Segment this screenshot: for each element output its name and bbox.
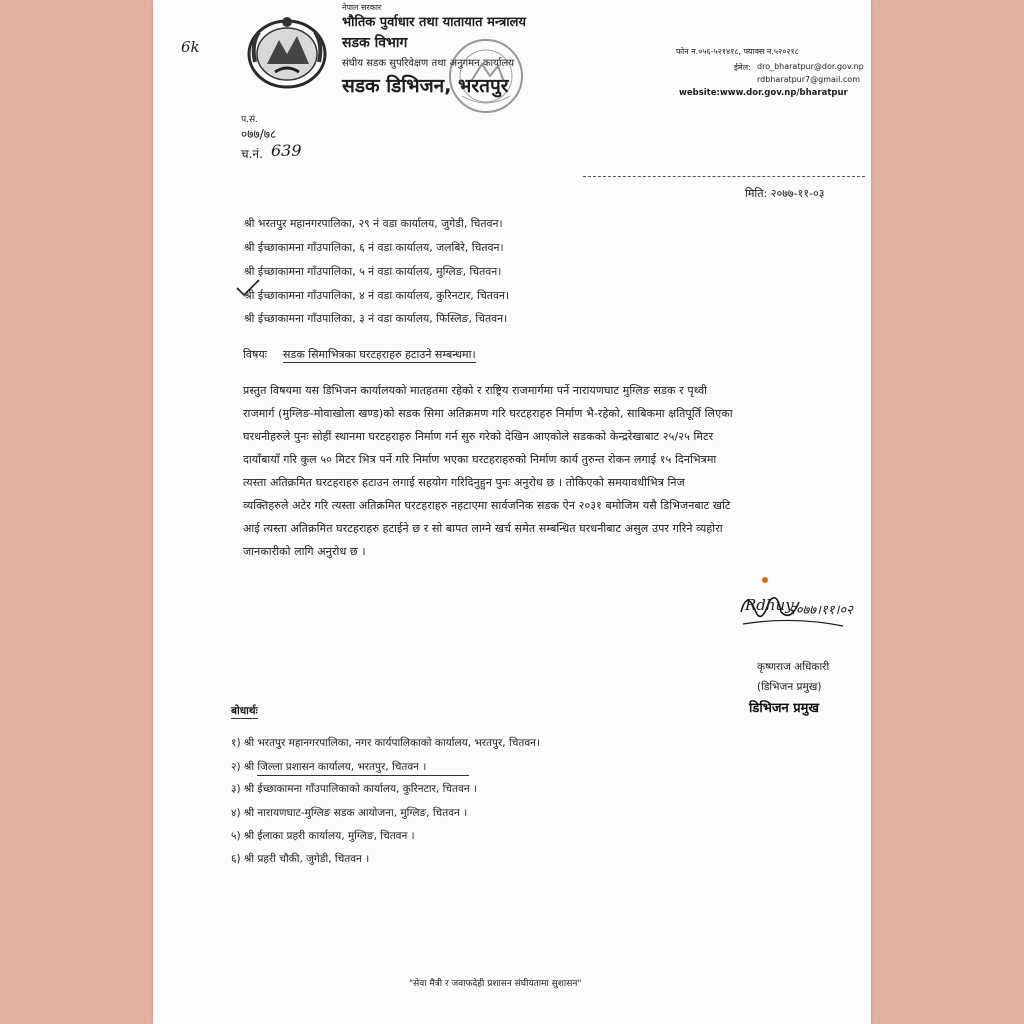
cn-value: 639	[271, 141, 302, 160]
ref-ps-label: प.सं.	[241, 115, 258, 125]
letter-page	[153, 0, 871, 1024]
body-line: व्यक्तिहरुले अटेर गरि त्यस्ता अतिक्रमित घरटहराहरु नहटाएमा सार्वजनिक सडक ऐन २०३१ बमोजिम यसै डिभिजनबाट खटि	[243, 499, 731, 512]
email-primary: dro_bharatpur@dor.gov.np	[757, 62, 864, 71]
signatory-name: कृष्णराज अधिकारी	[757, 661, 830, 673]
checkmark-icon	[235, 278, 261, 298]
recipient-line: श्री ईच्छाकामना गाँउपालिका, ६ नं वडा कार्यालय, जलबिरे, चितवन।	[244, 241, 504, 254]
body-line: प्रस्तुत विषयमा यस डिभिजन कार्यालयको मातहतमा रहेको र राष्ट्रिय राजमार्गमा पर्ने नारायणघाट मुग्लिङ सडक र पृथ्वी	[243, 384, 708, 397]
subject-text: सडक सिमाभित्रका घरटहराहरु हटाउने सम्बन्धमा।	[283, 348, 476, 361]
body-line: जानकारीको लागि अनुरोध छ ।	[243, 545, 366, 558]
phone-fax: फोन न.०५६-५२१४१८, फ्याक्स न.५२०२१८	[676, 47, 799, 56]
cn-label: च.नं.	[241, 147, 263, 161]
fiscal-year: ०७७/७८	[241, 127, 277, 141]
handwritten-signature: Rdhuy	[745, 596, 794, 614]
recipient-line: श्री ईच्छाकामना गाँउपालिका, ४ नं वडा कार्यालय, कुरिनटार, चितवन।	[244, 289, 510, 302]
subject-label: विषयः	[243, 348, 267, 361]
footer-motto: "सेवा मैत्री र जवाफदेही प्रशासन संघीयतामा सुशासन"	[409, 979, 582, 989]
office-name: संघीय सडक सुपरिवेक्षण तथा अनुगमन कार्यालय	[342, 58, 515, 69]
cc-item: २) श्री जिल्ला प्रशासन कार्यालय, भरतपुर, चितवन ।	[231, 761, 427, 773]
email-label: ईमेल:	[734, 63, 751, 72]
ministry-name: भौतिक पुर्वाधार तथा यातायात मन्त्रालय	[342, 15, 527, 30]
date-rule	[583, 176, 865, 177]
body-line: राजमार्ग (मुग्लिङ-मोवाखोला खण्ड)को सडक सिमा अतिक्रमण गरि घरटहराहरु निर्माण भै-रहेको, साबिकमा क्षतिपूर्ति लिएका	[243, 407, 733, 420]
designation-stamp: डिभिजन प्रमुख	[749, 701, 820, 716]
nepal-emblem-icon	[245, 14, 329, 90]
cc-label: बोधार्थः	[231, 705, 258, 717]
cc-item: ६) श्री प्रहरी चौकी, जुगेडी, चितवन ।	[231, 853, 370, 865]
signature-date: २०७७।११।०२	[789, 603, 853, 618]
cc-item: ३) श्री ईच्छाकामना गाँउपालिकाको कार्यालय, कुरिनटार, चितवन ।	[231, 783, 477, 795]
cc-item: १) श्री भरतपुर महानगरपालिका, नगर कार्यपालिकाको कार्यालय, भरतपुर, चितवन।	[231, 737, 540, 749]
body-line: घरधनीहरुले पुनः सोहीं स्थानमा घरटहराहरु निर्माण गर्न सुरु गरेको देखिन आएकोले सडकको केन्द्ररेखाबाट २५/२५ मिटर	[243, 430, 714, 443]
body-line: आई त्यस्ता अतिक्रमित घरटहराहरु हटाईने छ र सो बापत लाग्ने खर्च समेत सम्बन्धित घरधनीबाट असुल उपर गरिने व्यहोरा	[243, 522, 723, 535]
department-name: सडक विभाग	[342, 35, 408, 51]
office-seal-icon	[446, 36, 526, 116]
cc-item: ४) श्री नारायणघाट-मुग्लिङ सडक आयोजना, मुग्लिङ, चितवन ।	[231, 807, 468, 819]
letter-date: मिति: २०७७-११-०३	[745, 187, 825, 200]
body-line: दायाँबायाँ गरि कुल ५० मिटर भित्र पर्ने गरि निर्माण भएका घरटहराहरुको निर्माण कार्य तुरुन्त रोकन लगाई १५ दिनभित्रमा	[243, 453, 717, 466]
body-line: त्यस्ता अतिक्रमित घरटहराहरु हटाउन लगाई सहयोग गरिदिनुहुन पुनः अनुरोध छ । तोकिएको समयावधीभित्र निज	[243, 476, 685, 489]
signatory-title: (डिभिजन प्रमुख)	[757, 681, 822, 693]
cc-underline	[257, 775, 469, 776]
recipient-line: श्री ईच्छाकामना गाँउपालिका, ५ नं वडा कार्यालय, मुग्लिङ, चितवन।	[244, 265, 502, 278]
recipient-line: श्री ईच्छाकामना गाँउपालिका, ३ नं वडा कार्यालय, फिस्लिङ, चितवन।	[244, 312, 508, 325]
cc-item: ५) श्री ईलाका प्रहरी कार्यालय, मुग्लिङ, चितवन ।	[231, 830, 415, 842]
email-secondary: rdbharatpur7@gmail.com	[757, 75, 860, 84]
division-name: सडक डिभिजन, भरतपुर	[342, 75, 509, 97]
margin-note: 6k	[181, 38, 200, 56]
website: website:www.dor.gov.np/bharatpur	[679, 88, 848, 98]
recipient-line: श्री भरतपुर महानगरपालिका, २९ नं वडा कार्यालय, जुगेडी, चितवन।	[244, 217, 503, 230]
gov-label: नेपाल सरकार	[342, 3, 382, 12]
